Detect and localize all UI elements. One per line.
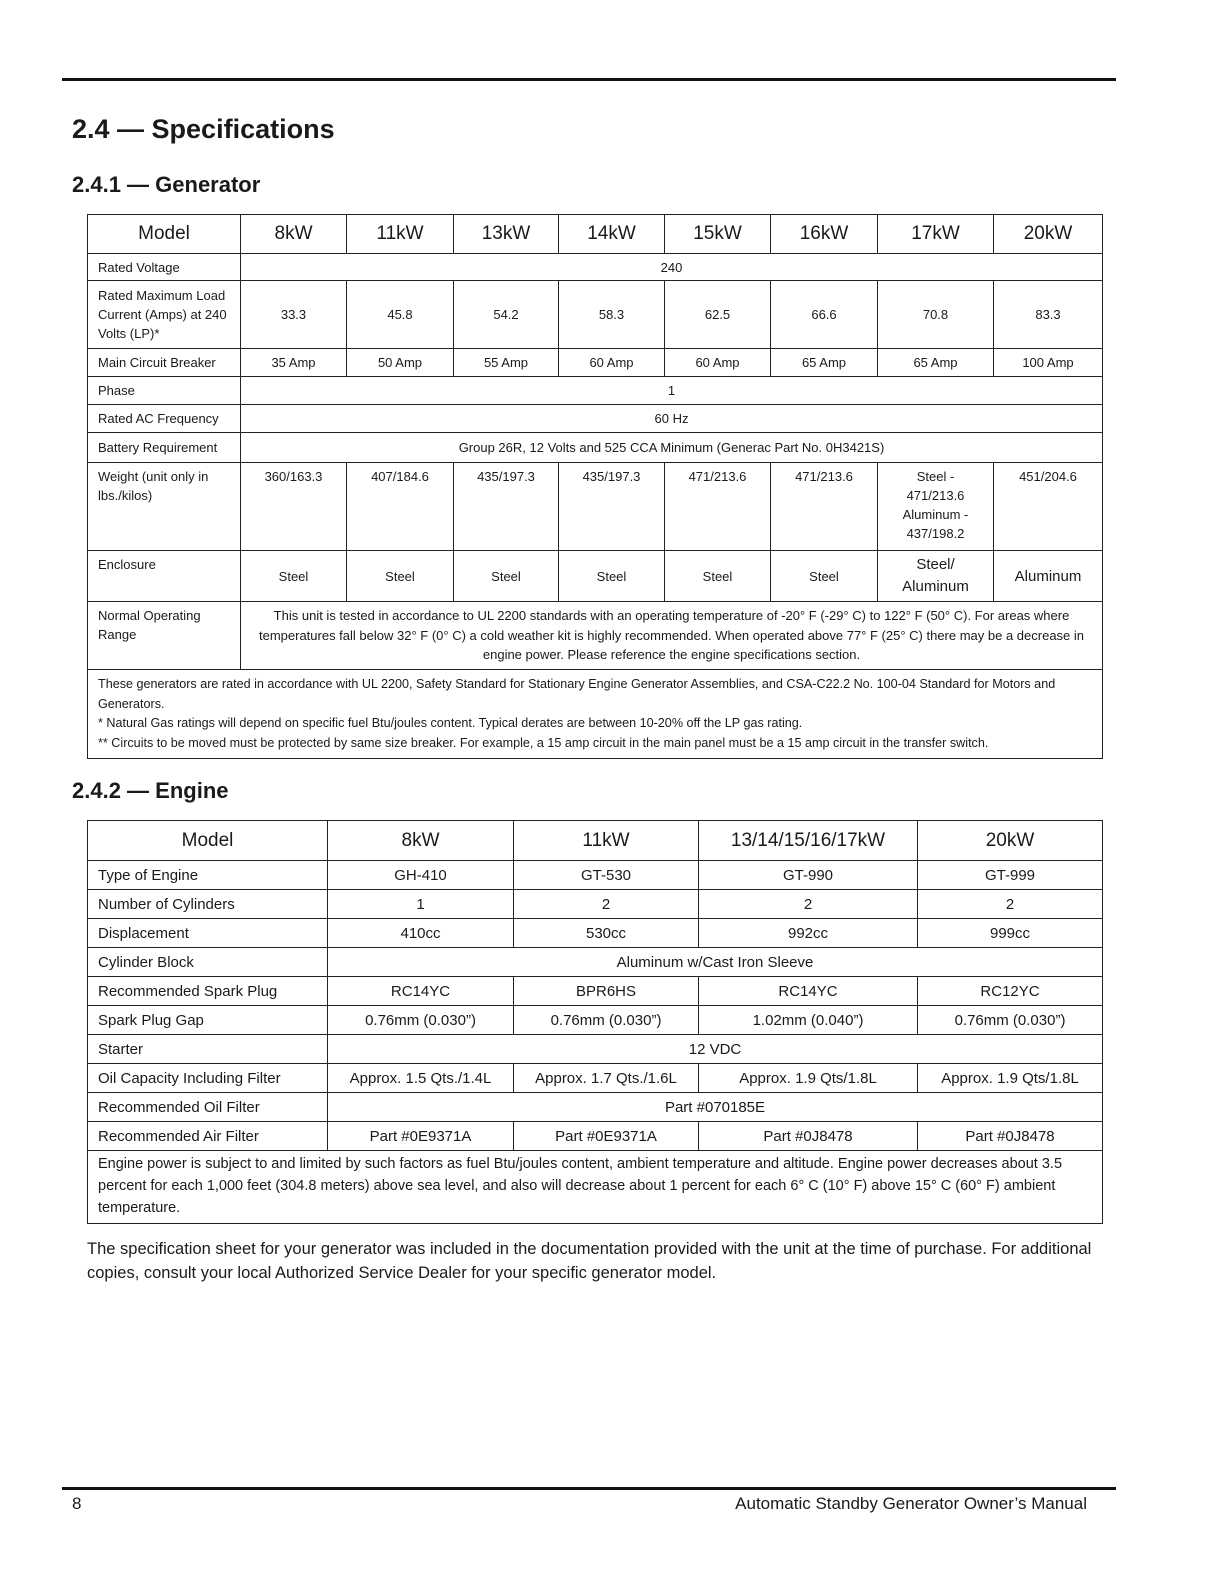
value-cell: 999cc (918, 919, 1103, 948)
footer-rule (62, 1487, 1116, 1490)
rated-voltage-value: 240 (241, 254, 1103, 281)
value-cell: 58.3 (559, 281, 665, 349)
gen-header-cell: Model (88, 215, 241, 254)
oil-capacity-row (88, 1064, 1103, 1093)
main-breaker-row (88, 349, 1103, 377)
row-label: Rated Voltage (88, 254, 241, 281)
oil-filter-row (88, 1093, 1103, 1122)
phase-row (88, 377, 1103, 405)
gen-header-cell: 17kW (878, 215, 994, 254)
value-cell: Part #0E9371A (328, 1122, 514, 1151)
row-label: Phase (88, 377, 241, 405)
cylinders-row (88, 890, 1103, 919)
value-cell: 35 Amp (241, 349, 347, 377)
engine-spec-table (87, 820, 1103, 1224)
row-label: Enclosure (88, 551, 241, 602)
eng-header-cell: 8kW (328, 821, 514, 861)
value-cell: BPR6HS (514, 977, 699, 1006)
gen-header-cell: 11kW (347, 215, 454, 254)
eng-header-cell: 11kW (514, 821, 699, 861)
value-cell: RC12YC (918, 977, 1103, 1006)
value-cell: 0.76mm (0.030”) (514, 1006, 699, 1035)
header-rule (62, 78, 1116, 81)
row-label: Oil Capacity Including Filter (88, 1064, 328, 1093)
value-cell: 410cc (328, 919, 514, 948)
starter-row (88, 1035, 1103, 1064)
value-cell: GT-530 (514, 861, 699, 890)
enclosure-row (88, 551, 1103, 602)
value-cell: Part #0J8478 (918, 1122, 1103, 1151)
rated-max-load-row (88, 281, 1103, 349)
value-cell: 54.2 (454, 281, 559, 349)
eng-header-cell: Model (88, 821, 328, 861)
value-cell: 0.76mm (0.030”) (918, 1006, 1103, 1035)
value-cell: Approx. 1.9 Qts/1.8L (699, 1064, 918, 1093)
value-cell: 471/213.6 (665, 463, 771, 551)
gen-header-cell: 8kW (241, 215, 347, 254)
row-label: Rated AC Frequency (88, 405, 241, 433)
operating-range-row (88, 602, 1103, 670)
value-cell: Steel/ Aluminum (878, 551, 994, 602)
value-cell: Steel - 471/213.6 Aluminum - 437/198.2 (878, 463, 994, 551)
value-cell: 435/197.3 (559, 463, 665, 551)
value-cell: Steel (559, 551, 665, 602)
frequency-value: 60 Hz (241, 405, 1103, 433)
row-label: Weight (unit only in lbs./kilos) (88, 463, 241, 551)
value-cell: 1 (328, 890, 514, 919)
engine-type-row (88, 861, 1103, 890)
value-cell: GH-410 (328, 861, 514, 890)
value-cell: 62.5 (665, 281, 771, 349)
gen-header-cell: 16kW (771, 215, 878, 254)
weight-row (88, 463, 1103, 551)
displacement-row (88, 919, 1103, 948)
generator-notes-row (88, 670, 1103, 759)
value-cell: 0.76mm (0.030”) (328, 1006, 514, 1035)
value-cell: 65 Amp (878, 349, 994, 377)
row-label: Type of Engine (88, 861, 328, 890)
value-cell: Steel (454, 551, 559, 602)
value-cell: 471/213.6 (771, 463, 878, 551)
frequency-row (88, 405, 1103, 433)
value-cell: 55 Amp (454, 349, 559, 377)
gen-header-cell: 20kW (994, 215, 1103, 254)
row-label: Main Circuit Breaker (88, 349, 241, 377)
value-cell: RC14YC (699, 977, 918, 1006)
value-cell: GT-999 (918, 861, 1103, 890)
row-label: Battery Requirement (88, 433, 241, 463)
gen-header-cell: 15kW (665, 215, 771, 254)
oil-filter-value: Part #070185E (328, 1093, 1103, 1122)
section-heading: 2.4 — Specifications (72, 114, 335, 144)
starter-value: 12 VDC (328, 1035, 1103, 1064)
air-filter-row (88, 1122, 1103, 1151)
engine-note: Engine power is subject to and limited by such factors as fuel Btu/joules content, ambient temperature and altitude. Engine power decreases about 3.5 percent for each 1,000 feet (304.8 meters) above sea level, and also will decrease about 1 percent for each 6° C (10° F) above 15° C (60° F) ambient temperature. (88, 1151, 1103, 1224)
value-cell: Approx. 1.7 Qts./1.6L (514, 1064, 699, 1093)
row-label: Rated Maximum Load Current (Amps) at 240 Volts (LP)* (88, 281, 241, 349)
note-line: ** Circuits to be moved must be protected by same size breaker. For example, a 15 amp circuit in the main panel must be a 15 amp circuit in the transfer switch. (98, 735, 989, 750)
spec-sheet-paragraph: The specification sheet for your generator was included in the documentation provided with the unit at the time of purchase. For additional copies, consult your local Authorized Service Dealer for your specific generator model. (87, 1240, 1092, 1282)
eng-header-cell: 13/14/15/16/17kW (699, 821, 918, 861)
row-label: Number of Cylinders (88, 890, 328, 919)
value-cell: Aluminum (994, 551, 1103, 602)
value-cell: Steel (347, 551, 454, 602)
plug-gap-row (88, 1006, 1103, 1035)
value-cell: 992cc (699, 919, 918, 948)
battery-value: Group 26R, 12 Volts and 525 CCA Minimum (Generac Part No. 0H3421S) (241, 433, 1103, 463)
gen-header-row (88, 215, 1103, 254)
page-number: 8 (72, 1494, 82, 1513)
value-cell: 407/184.6 (347, 463, 454, 551)
value-cell: 45.8 (347, 281, 454, 349)
value-cell: 65 Amp (771, 349, 878, 377)
cylinder-block-row (88, 948, 1103, 977)
note-line: * Natural Gas ratings will depend on specific fuel Btu/joules content. Typical derates are between 10-20% off the LP gas rating. (98, 716, 803, 730)
rated-voltage-row (88, 254, 1103, 281)
generator-spec-table (87, 214, 1103, 759)
value-cell: 1.02mm (0.040”) (699, 1006, 918, 1035)
row-label: Displacement (88, 919, 328, 948)
value-cell: 2 (699, 890, 918, 919)
operating-range-value: This unit is tested in accordance to UL 2200 standards with an operating temperature of -20° F (-29° C) to 122° F (50° C). For areas where temperatures fall below 32° F (0° C) a cold weather kit is highly recommended. When operated above 77° F (25° C) there may be a decrease in engine power. Please reference the engine specifications section. (241, 602, 1103, 670)
row-label: Recommended Air Filter (88, 1122, 328, 1151)
value-cell: 435/197.3 (454, 463, 559, 551)
value-cell: 60 Amp (665, 349, 771, 377)
row-label: Starter (88, 1035, 328, 1064)
engine-heading: 2.4.2 — Engine (72, 778, 229, 803)
note-line: These generators are rated in accordance with UL 2200, Safety Standard for Stationary Engine Generator Assemblies, and CSA-C22.2 No. 100-04 Standard for Motors and Generators. (98, 677, 1056, 711)
value-cell: Steel (665, 551, 771, 602)
value-cell: 530cc (514, 919, 699, 948)
value-cell: GT-990 (699, 861, 918, 890)
row-label: Normal Operating Range (88, 602, 241, 670)
value-cell: Approx. 1.5 Qts./1.4L (328, 1064, 514, 1093)
eng-header-row (88, 821, 1103, 861)
value-cell: 70.8 (878, 281, 994, 349)
value-cell: 60 Amp (559, 349, 665, 377)
row-label: Cylinder Block (88, 948, 328, 977)
value-cell: 83.3 (994, 281, 1103, 349)
value-cell: 33.3 (241, 281, 347, 349)
manual-title: Automatic Standby Generator Owner’s Manual (735, 1494, 1087, 1513)
cylinder-block-value: Aluminum w/Cast Iron Sleeve (328, 948, 1103, 977)
generator-heading: 2.4.1 — Generator (72, 172, 261, 197)
value-cell: RC14YC (328, 977, 514, 1006)
value-cell: Steel (771, 551, 878, 602)
value-cell: Part #0J8478 (699, 1122, 918, 1151)
value-cell: Part #0E9371A (514, 1122, 699, 1151)
row-label: Recommended Oil Filter (88, 1093, 328, 1122)
row-label: Recommended Spark Plug (88, 977, 328, 1006)
value-cell: 100 Amp (994, 349, 1103, 377)
value-cell: 360/163.3 (241, 463, 347, 551)
value-cell: Approx. 1.9 Qts/1.8L (918, 1064, 1103, 1093)
gen-header-cell: 14kW (559, 215, 665, 254)
engine-note-row (88, 1151, 1103, 1224)
battery-row (88, 433, 1103, 463)
value-cell: 66.6 (771, 281, 878, 349)
row-label: Spark Plug Gap (88, 1006, 328, 1035)
value-cell: 50 Amp (347, 349, 454, 377)
value-cell: Steel (241, 551, 347, 602)
eng-header-cell: 20kW (918, 821, 1103, 861)
value-cell: 2 (918, 890, 1103, 919)
value-cell: 451/204.6 (994, 463, 1103, 551)
phase-value: 1 (241, 377, 1103, 405)
gen-header-cell: 13kW (454, 215, 559, 254)
value-cell: 2 (514, 890, 699, 919)
spark-plug-row (88, 977, 1103, 1006)
generator-notes (88, 670, 1103, 759)
